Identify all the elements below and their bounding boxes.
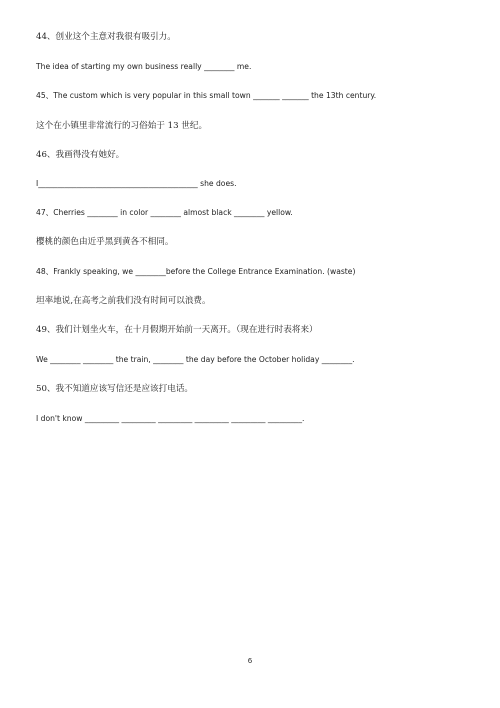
question-47-sentence: 47、Cherries ________ in color ________ almost black ________ yellow. [36,208,293,217]
page-number: 6 [247,656,253,665]
question-46-sentence: I__________________________________________ she does. [36,179,237,188]
question-50-sentence: I don't know _________ _________ _________ _________ _________ _________. [36,414,305,423]
question-46-prompt: 46、我画得没有她好。 [36,150,125,160]
question-44-prompt: 44、创业这个主意对我很有吸引力。 [36,32,176,42]
question-44-sentence: The idea of starting my own business really ________ me. [36,62,252,71]
question-45-sentence: 45、The custom which is very popular in this small town _______ _______ the 13th century. [36,91,377,100]
question-49-sentence: We ________ ________ the train, ________ the day before the October holiday ________. [36,355,355,364]
question-47-translation: 樱桃的颜色由近乎黑到黄各不相同。 [36,237,174,247]
question-50-prompt: 50、我不知道应该写信还是应该打电话。 [36,384,194,394]
question-48-translation: 坦率地说,在高考之前我们没有时间可以浪费。 [36,296,211,306]
question-45-translation: 这个在小镇里非常流行的习俗始于 13 世纪。 [36,121,208,131]
question-48-sentence: 48、Frankly speaking, we ________before the College Entrance Examination. (waste) [36,267,356,276]
question-49-prompt: 49、我们计划坐火车，在十月假期开始前一天离开。（现在进行时表将来） [36,325,318,335]
